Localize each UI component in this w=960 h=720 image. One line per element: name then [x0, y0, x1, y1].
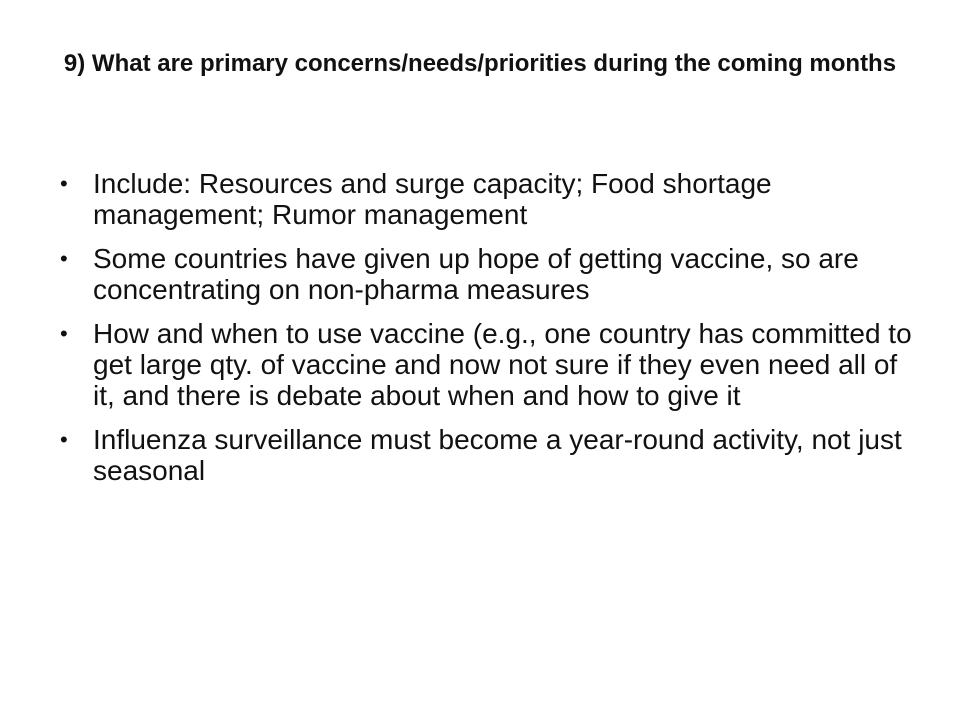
bullet-item [60, 243, 920, 305]
slide-title: 9) What are primary concerns/needs/priorities during the coming months [63, 50, 897, 77]
bullet-text: Include: Resources and surge capacity; Food shortage management; Rumor management [93, 168, 772, 230]
bullet-dot-icon: • [60, 246, 68, 271]
bullet-dot-icon: • [60, 427, 68, 452]
bullet-dot-icon: • [60, 171, 68, 196]
bullet-item [60, 168, 920, 230]
bullet-list [60, 168, 920, 499]
bullet-text: How and when to use vaccine (e.g., one country has committed to get large qty. of vaccine and now not sure if they even need all of it, and there is debate about when and how to give it [93, 318, 912, 411]
bullet-item [60, 424, 920, 486]
bullet-text: Influenza surveillance must become a year-round activity, not just seasonal [93, 424, 902, 486]
bullet-item [60, 318, 920, 411]
bullet-text: Some countries have given up hope of getting vaccine, so are concentrating on non-pharma measures [93, 243, 859, 305]
bullet-dot-icon: • [60, 321, 68, 346]
